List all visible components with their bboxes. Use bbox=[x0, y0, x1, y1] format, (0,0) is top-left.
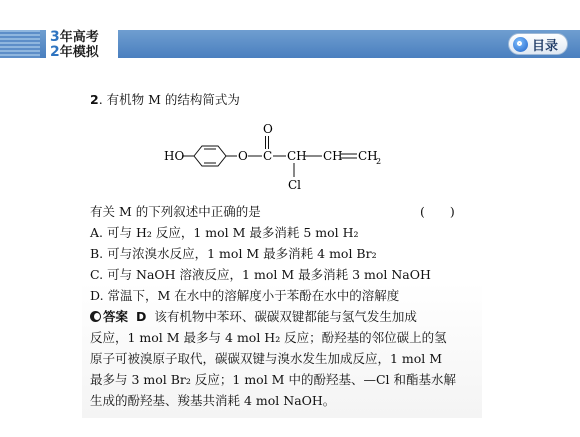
answer-icon bbox=[90, 311, 101, 322]
brand-number-3: 3 bbox=[50, 29, 60, 45]
brand-line-1 bbox=[50, 30, 118, 45]
brand-text-1: 年高考 bbox=[59, 30, 99, 45]
answer-line-1 bbox=[90, 307, 417, 325]
toc-button[interactable] bbox=[508, 33, 568, 55]
question-stem bbox=[90, 90, 240, 108]
question-number: 2 bbox=[90, 92, 99, 107]
formula-carbonyl-c: C bbox=[263, 149, 273, 163]
answer-line-2: 反应，1 mol M 最多与 4 mol H₂ 反应；酚羟基的邻位碳上的氢 bbox=[90, 330, 447, 345]
formula-cl: Cl bbox=[288, 178, 302, 192]
benzene-ring-icon bbox=[194, 146, 226, 166]
question-stem-text: . 有机物 M 的结构简式为 bbox=[98, 92, 240, 107]
option-d: D. 常温下，M 在水中的溶解度小于苯酚在水中的溶解度 bbox=[90, 288, 400, 303]
question-prompt bbox=[90, 202, 261, 220]
answer-line-5: 生成的酚羟基、羧基共消耗 4 mol NaOH。 bbox=[90, 393, 336, 408]
structural-formula bbox=[162, 122, 422, 202]
formula-ch: CH bbox=[287, 149, 307, 163]
formula-ch2-subscript: 2 bbox=[376, 157, 382, 166]
option-c: C. 可与 NaOH 溶液反应，1 mol M 最多消耗 3 mol NaOH bbox=[90, 267, 431, 282]
answer-paren: ( ) bbox=[420, 204, 455, 219]
brand-logo bbox=[46, 28, 118, 60]
formula-ch2: CH bbox=[358, 149, 378, 163]
option-a: A. 可与 H₂ 反应，1 mol M 最多消耗 5 mol H₂ bbox=[90, 225, 359, 240]
toc-icon bbox=[513, 37, 528, 52]
header-stripes bbox=[0, 30, 40, 58]
option-b: B. 可与浓溴水反应，1 mol M 最多消耗 4 mol Br₂ bbox=[90, 246, 377, 261]
question-prompt-text: 有关 M 的下列叙述中正确的是 bbox=[90, 204, 261, 219]
answer-text-1: 该有机物中苯环、碳碳双键都能与氢气发生加成 bbox=[154, 309, 417, 324]
brand-number-2: 2 bbox=[50, 44, 60, 60]
answer-line-4: 最多与 3 mol Br₂ 反应；1 mol M 中的酚羟基、—Cl 和酯基水解 bbox=[90, 372, 456, 387]
formula-carbonyl-o: O bbox=[263, 122, 273, 136]
answer-label: 答案 bbox=[103, 309, 129, 324]
toc-label: 目录 bbox=[532, 38, 559, 54]
formula-ester-o: O bbox=[238, 149, 248, 163]
answer-line-3: 原子可被溴原子取代，碳碳双键与溴水发生加成反应，1 mol M bbox=[90, 351, 443, 366]
formula-ch-vinyl: CH bbox=[323, 149, 343, 163]
question-panel bbox=[82, 78, 482, 418]
brand-line-2 bbox=[50, 45, 118, 60]
brand-text-2: 年模拟 bbox=[59, 45, 99, 60]
answer-choice: D bbox=[135, 309, 147, 324]
formula-ho: HO bbox=[164, 149, 185, 163]
